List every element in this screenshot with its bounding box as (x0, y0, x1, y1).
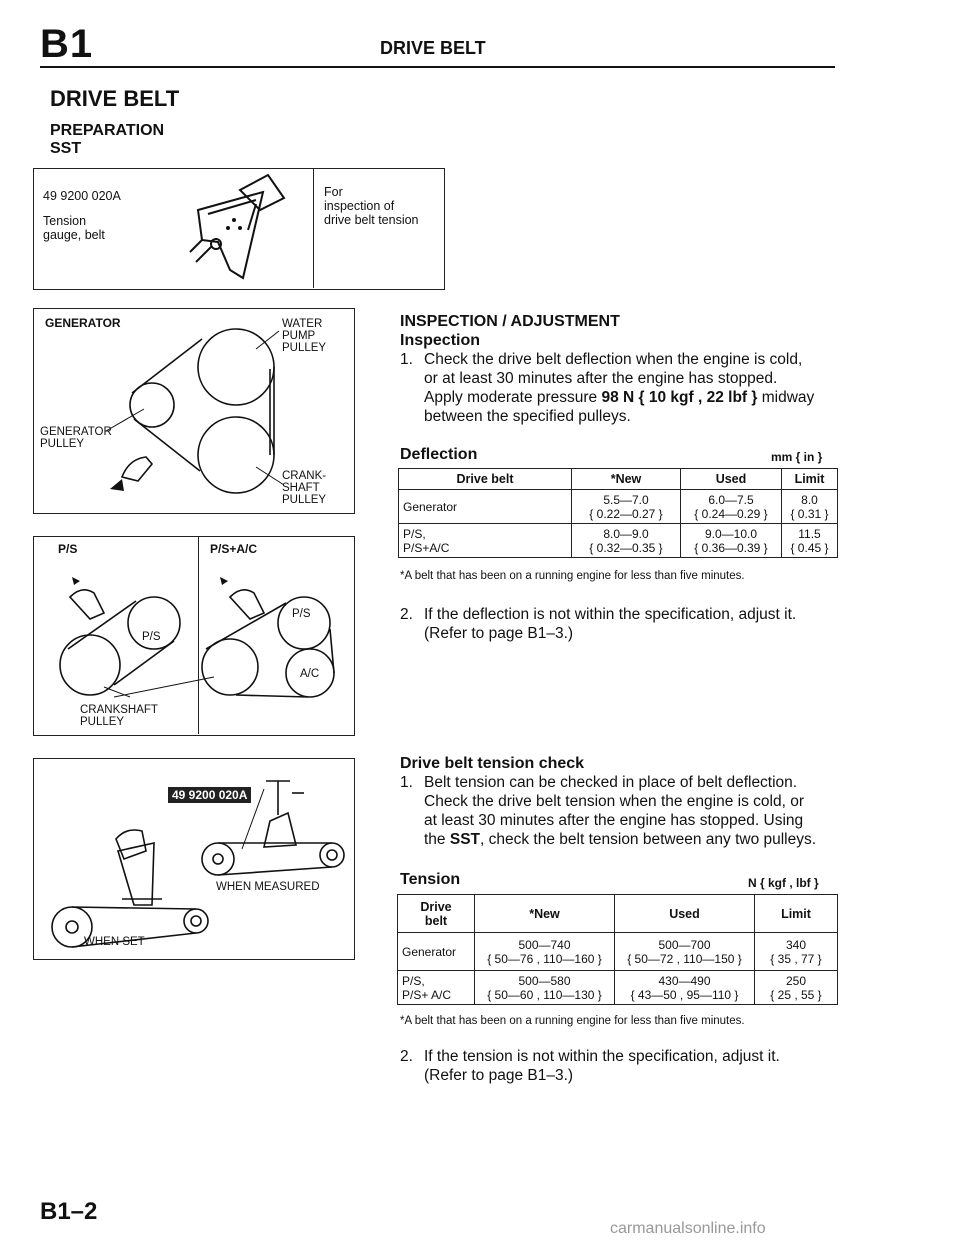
sst-use: For inspection of drive belt tension (324, 185, 419, 227)
page-title: DRIVE BELT (50, 86, 180, 111)
inspection-subheading: Inspection (400, 332, 481, 349)
tension-gauge-icon (168, 170, 313, 286)
preparation-heading: PREPARATION (50, 122, 165, 139)
tension-step-2: 2. If the tension is not within the specification, adjust it. (Refer to page B1–3.) (400, 1048, 780, 1084)
ps-crankshaft-pulley-label: CRANKSHAFT PULLEY (80, 704, 158, 728)
when-measured-label: WHEN MEASURED (216, 881, 320, 893)
inspection-adjustment-heading: INSPECTION / ADJUSTMENT (400, 313, 620, 330)
ps-pulley-label-2: P/S (292, 608, 311, 620)
when-set-label: WHEN SET (84, 936, 145, 948)
tool-number-tag: 49 9200 020A (168, 787, 251, 803)
table-row: P/S, P/S+A/C 8.0—9.0 { 0.32—0.35 } 9.0—10.0 { 0.36—0.39 } 11.5 { 0.45 } (399, 524, 838, 558)
tension-table-unit: N { kgf , lbf } (748, 876, 819, 890)
watermark: carmanualsonline.info (610, 1220, 766, 1237)
section-code: B1 (40, 22, 94, 66)
deflection-table (398, 468, 838, 558)
tension-step-1: 1. Belt tension can be checked in place of belt deflection. Check the drive belt tension when the engine is cold, or at least 30 minutes after the engine has stopped. Using the SST, check the belt tension between any two pulleys. (400, 774, 817, 848)
table-row: Generator 5.5—7.0 { 0.22—0.27 } 6.0—7.5 { 0.24—0.29 } 8.0 { 0.31 } (399, 490, 838, 524)
sst-part-number: 49 9200 020A (43, 189, 121, 203)
deflection-table-unit: mm { in } (771, 450, 823, 464)
running-title: DRIVE BELT (380, 38, 486, 58)
table-row: P/S, P/S+ A/C 500—580 { 50—60 , 110—130 } 430—490 { 43—50 , 95—110 } 250 { 25 , 55 } (398, 971, 838, 1005)
tension-check-heading: Drive belt tension check (400, 755, 585, 772)
ps-title: P/S (58, 542, 78, 556)
tension-table (397, 894, 838, 1005)
deflection-table-note: *A belt that has been on a running engine for less than five minutes. (400, 570, 745, 582)
ps-pulley-label: P/S (142, 631, 161, 643)
ps-ac-title: P/S+A/C (210, 542, 258, 556)
deflection-table-title: Deflection (400, 446, 478, 463)
header-rule (40, 66, 835, 68)
water-pump-pulley-label: WATER PUMP PULLEY (282, 318, 327, 354)
table-header-row: Drive belt *New Used Limit (399, 469, 838, 490)
tension-table-note: *A belt that has been on a running engine for less than five minutes. (400, 1015, 745, 1027)
inspection-step-1: 1. Check the drive belt deflection when the engine is cold, or at least 30 minutes after the engine has stopped. Apply moderate pressure 98 N { 10 kgf , 22 lbf } midway between the specified pulleys. (400, 351, 815, 425)
table-row: Generator 500—740 { 50—76 , 110—160 } 500—700 { 50—72 , 110—150 } 340 { 35 , 77 } (398, 933, 838, 971)
tension-table-title: Tension (400, 871, 461, 888)
page-number: B1–2 (40, 1198, 98, 1225)
sst-name: Tension gauge, belt (43, 214, 105, 242)
generator-title: GENERATOR (45, 316, 121, 330)
inspection-step-2: 2. If the deflection is not within the specification, adjust it. (Refer to page B1–3.) (400, 606, 797, 642)
table-header-row: Drive belt *New Used Limit (398, 895, 838, 933)
ac-pulley-label: A/C (300, 668, 320, 680)
crankshaft-pulley-label: CRANK- SHAFT PULLEY (282, 470, 327, 506)
sst-heading: SST (50, 140, 82, 157)
sst-table-divider (313, 168, 314, 288)
generator-pulley-label: GENERATOR PULLEY (40, 426, 112, 450)
